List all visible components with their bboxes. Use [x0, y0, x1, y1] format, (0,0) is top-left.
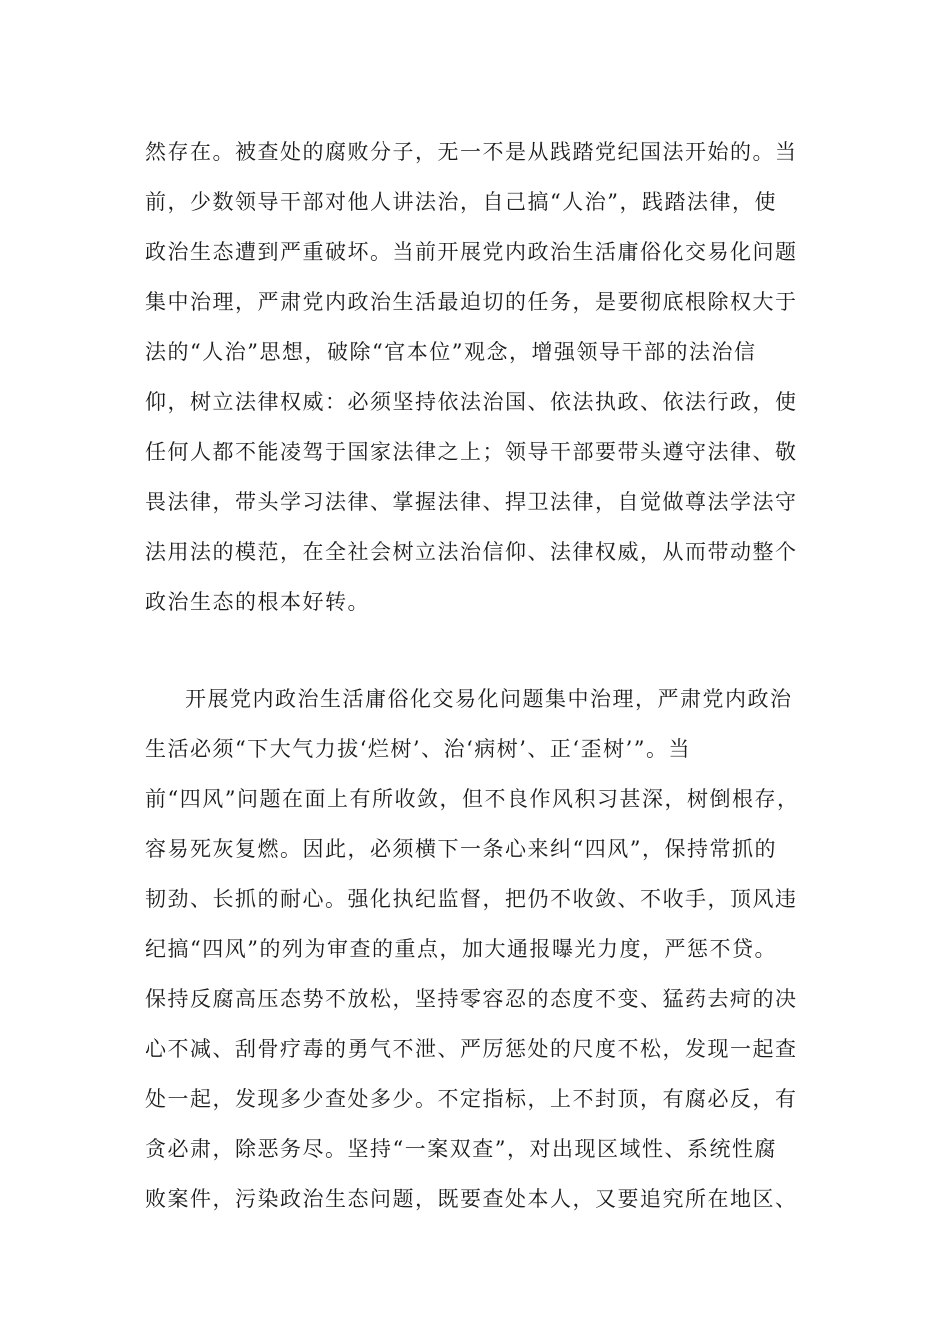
- text-line: 政治生态的根本好转。: [145, 590, 370, 614]
- text-line: 处一起，发现多少查处多少。不定指标，上不封顶，有腐必反，有: [145, 1087, 798, 1111]
- paragraph-2: [145, 674, 815, 1224]
- text-line: 韧劲、长抓的耐心。强化执纪监督，把仍不收敛、不收手，顶风违: [145, 887, 798, 911]
- text-line: 生活必须“下大气力拔‘烂树’、治‘病树’、正‘歪树’”。当: [145, 737, 692, 761]
- text-line: 畏法律，带头学习法律、掌握法律、捍卫法律，自觉做尊法学法守: [145, 490, 798, 514]
- text-line: 集中治理，严肃党内政治生活最迫切的任务，是要彻底根除权大于: [145, 290, 798, 314]
- text-line: 保持反腐高压态势不放松，坚持零容忍的态度不变、猛药去疴的决: [145, 987, 798, 1011]
- text-line: 开展党内政治生活庸俗化交易化问题集中治理，严肃党内政治: [185, 687, 793, 711]
- text-line: 然存在。被查处的腐败分子，无一不是从践踏党纪国法开始的。当: [145, 140, 798, 164]
- text-line: 败案件，污染政治生态问题，既要查处本人，又要追究所在地区、: [145, 1187, 798, 1211]
- text-line: 容易死灰复燃。因此，必须横下一条心来纠“四风”，保持常抓的: [145, 837, 777, 861]
- paragraph-1: [145, 127, 815, 627]
- text-line: 政治生态遭到严重破坏。当前开展党内政治生活庸俗化交易化问题: [145, 240, 798, 264]
- text-line: 前，少数领导干部对他人讲法治，自己搞“人治”，践踏法律，使: [145, 190, 777, 214]
- text-line: 任何人都不能凌驾于国家法律之上；领导干部要带头遵守法律、敬: [145, 440, 798, 464]
- text-line: 贪必肃，除恶务尽。坚持“一案双查”，对出现区域性、系统性腐: [145, 1137, 777, 1161]
- text-line: 纪搞“四风”的列为审查的重点，加大通报曝光力度，严惩不贷。: [145, 937, 777, 961]
- text-line: 法的“人治”思想，破除“官本位”观念，增强领导干部的法治信: [145, 340, 757, 364]
- text-line: 仰，树立法律权威：必须坚持依法治国、依法执政、依法行政，使: [145, 390, 798, 414]
- text-line: 前“四风”问题在面上有所收敛，但不良作风积习甚深，树倒根存，: [145, 787, 800, 811]
- text-line: 法用法的模范，在全社会树立法治信仰、法律权威，从而带动整个: [145, 540, 798, 564]
- text-line: 心不减、刮骨疗毒的勇气不泄、严厉惩处的尺度不松，发现一起查: [145, 1037, 798, 1061]
